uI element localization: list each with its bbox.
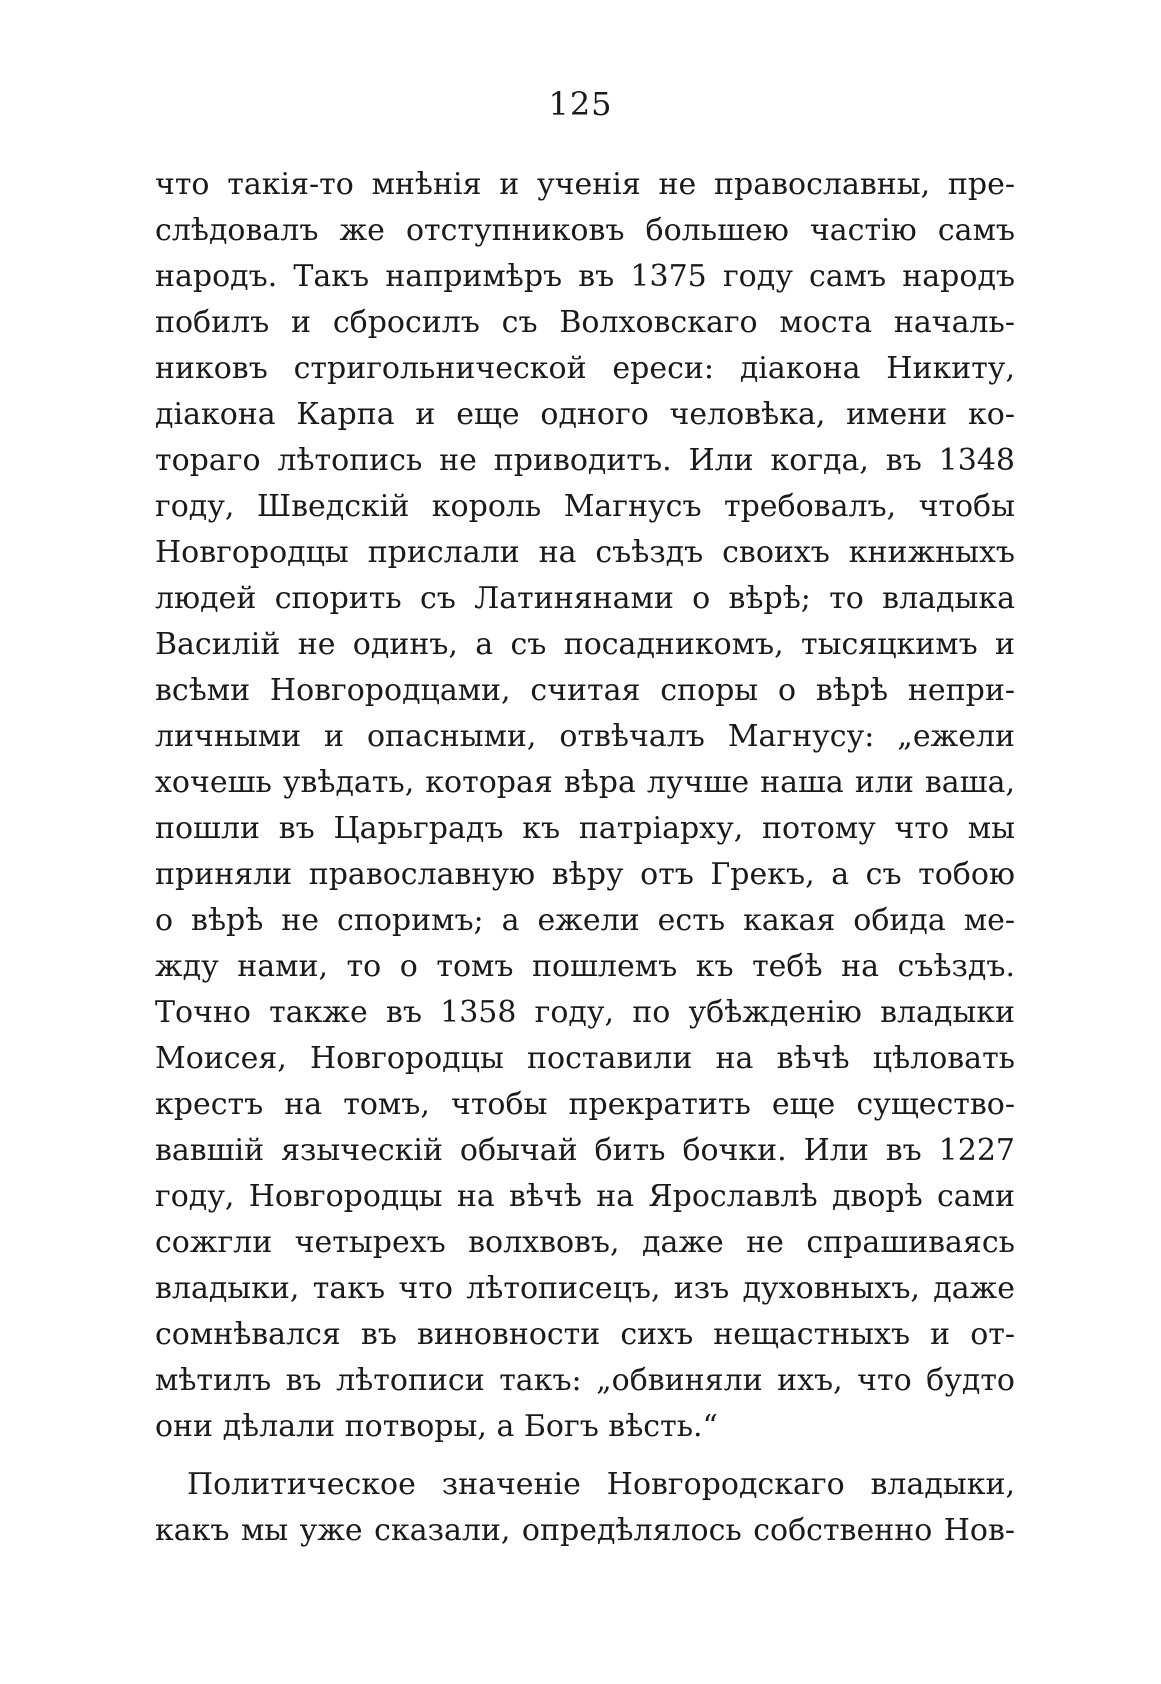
text-line: какъ мы уже сказали, опредѣлялось собственно Нов- — [155, 1513, 1015, 1548]
text-line: тораго лѣтопись не приводитъ. Или когда, въ 1348 — [155, 443, 1015, 478]
text-line: хочешь увѣдать, которая вѣра лучше наша или ваша, — [155, 765, 1015, 800]
text-line: Политическое значеніе Новгородскаго владыки, — [187, 1467, 1015, 1502]
text-line: Точно также въ 1358 году, по убѣжденію владыки — [155, 995, 1015, 1030]
text-line: Моисея, Новгородцы поставили на вѣчѣ цѣловать — [155, 1041, 1015, 1076]
text-line: людей спорить съ Латинянами о вѣрѣ; то владыка — [155, 581, 1015, 616]
text-line: они дѣлали потворы, а Богъ вѣсть.“ — [155, 1409, 718, 1444]
text-line: Новгородцы прислали на съѣздъ своихъ книжныхъ — [155, 535, 1015, 570]
text-line: владыки, такъ что лѣтописецъ, изъ духовныхъ, даже — [155, 1271, 1015, 1306]
paragraph-gap — [155, 1450, 1015, 1462]
text-line: сомнѣвался въ виновности сихъ нещастныхъ и от- — [155, 1317, 1015, 1352]
text-line: побилъ и сбросилъ съ Волховскаго моста началь- — [155, 305, 1015, 340]
paragraph — [155, 162, 1015, 1450]
text-line: всѣми Новгородцами, считая споры о вѣрѣ непри- — [155, 673, 1015, 708]
text-line: жду нами, то о томъ пошлемъ къ тебѣ на съѣздъ. — [155, 949, 1015, 984]
text-line: вавшій языческій обычай бить бочки. Или въ 1227 — [155, 1133, 1015, 1168]
page-number: 125 — [548, 85, 613, 123]
text-line: діакона Карпа и еще одного человѣка, имени ко- — [155, 397, 1015, 432]
text-line: году, Шведскій король Магнусъ требовалъ, чтобы — [155, 489, 1015, 524]
text-line: сожгли четырехъ волхвовъ, даже не спрашиваясь — [155, 1225, 1015, 1260]
text-line: приняли православную вѣру отъ Грекъ, а съ тобою — [155, 857, 1015, 892]
text-line: пошли въ Царьградъ къ патріарху, потому что мы — [155, 811, 1015, 846]
text-line: народъ. Такъ напримѣръ въ 1375 году самъ народъ — [155, 259, 1015, 294]
text-line: мѣтилъ въ лѣтописи такъ: „обвиняли ихъ, что будто — [155, 1363, 1015, 1398]
text-line: никовъ стригольнической ереси: діакона Никиту, — [155, 351, 1015, 386]
text-line: Василій не одинъ, а съ посадникомъ, тысяцкимъ и — [155, 627, 1015, 662]
text-line: слѣдовалъ же отступниковъ большею частію самъ — [155, 213, 1015, 248]
text-line: личными и опасными, отвѣчалъ Магнусу: „ежели — [155, 719, 1015, 754]
text-line: крестъ на томъ, чтобы прекратить еще существо- — [155, 1087, 1015, 1122]
body-text — [155, 162, 1015, 1554]
text-line: что такія-то мнѣнія и ученія не православны, пре- — [155, 167, 1015, 202]
text-line: о вѣрѣ не споримъ; а ежели есть какая обида ме- — [155, 903, 1015, 938]
paragraph — [155, 1462, 1015, 1554]
text-line: году, Новгородцы на вѣчѣ на Ярославлѣ дворѣ сами — [155, 1179, 1015, 1214]
